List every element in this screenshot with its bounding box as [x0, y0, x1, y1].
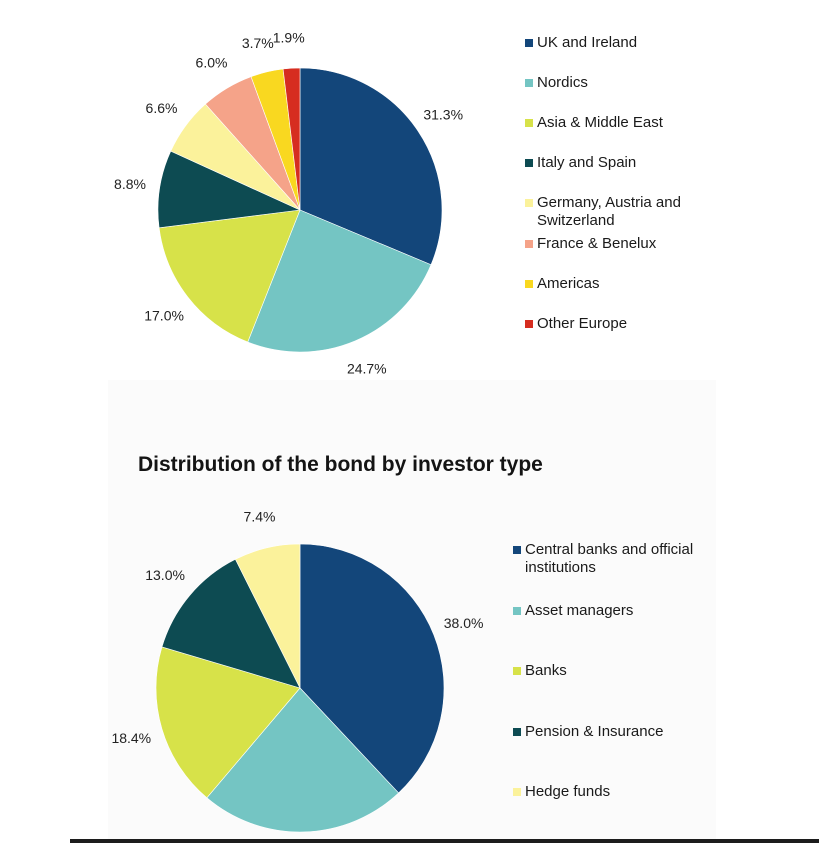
slice-value-label: 1.9% — [272, 29, 305, 46]
legend-swatch — [513, 546, 521, 554]
legend-swatch — [525, 280, 533, 288]
slice-value-label: 24.7% — [346, 360, 387, 377]
legend-item-asia-middle-east — [525, 114, 735, 132]
legend-item-asset-managers — [513, 602, 723, 620]
legend-swatch — [513, 607, 521, 615]
legend-label: Germany, Austria and Switzerland — [537, 194, 681, 230]
slice-value-label: 6.6% — [145, 100, 178, 116]
legend-swatch — [525, 199, 533, 207]
legend-swatch — [525, 119, 533, 127]
slice-value-label: 31.3% — [423, 106, 464, 123]
chart-title: Distribution of the bond by investor type — [138, 453, 543, 476]
slice-value-label: 13.0% — [145, 567, 185, 583]
legend-item-germany-austria-and-switzerland — [525, 194, 735, 230]
legend-item-other-europe — [525, 315, 735, 333]
legend-label: Nordics — [537, 74, 588, 92]
legend-item-central-banks-and-official-institutions — [513, 541, 723, 577]
legend-swatch — [525, 240, 533, 248]
legend-item-uk-and-ireland — [525, 34, 735, 52]
legend-swatch — [525, 320, 533, 328]
legend-item-americas — [525, 275, 735, 293]
legend-label: Banks — [525, 662, 567, 679]
legend-item-pension-insurance — [513, 723, 723, 741]
legend-item-hedge-funds — [513, 783, 723, 801]
legend-swatch — [513, 728, 521, 736]
legend-label: Pension & Insurance — [525, 722, 664, 740]
slice-value-label: 18.4% — [111, 730, 152, 747]
legend-swatch — [513, 667, 521, 675]
region-distribution-chart — [0, 0, 819, 380]
legend-label: France & Benelux — [537, 234, 657, 252]
legend-label: UK and Ireland — [537, 34, 638, 51]
slice-value-label: 6.0% — [195, 54, 228, 71]
slice-value-label: 7.4% — [243, 508, 276, 525]
legend-label: Italy and Spain — [537, 154, 637, 172]
legend-label: Asia & Middle East — [537, 114, 663, 132]
slice-value-label: 17.0% — [144, 307, 184, 324]
slice-value-label: 3.7% — [241, 34, 274, 51]
legend-swatch — [525, 39, 533, 47]
bottom-border — [70, 839, 819, 843]
legend-item-nordics — [525, 74, 735, 92]
slice-value-label: 8.8% — [114, 176, 146, 193]
legend-item-france-benelux — [525, 235, 735, 253]
legend-label: Asset managers — [525, 601, 634, 619]
legend-label: Hedge funds — [525, 783, 611, 800]
legend-label: Americas — [537, 274, 600, 292]
slice-value-label: 38.0% — [443, 615, 484, 632]
legend-swatch — [525, 159, 533, 167]
investor-type-chart — [0, 380, 819, 843]
legend-swatch — [525, 79, 533, 87]
legend-item-italy-and-spain — [525, 154, 735, 172]
legend-swatch — [513, 788, 521, 796]
legend-label: Other Europe — [537, 314, 628, 332]
legend-item-banks — [513, 662, 723, 680]
legend-label: Central banks and official institutions — [525, 541, 694, 576]
